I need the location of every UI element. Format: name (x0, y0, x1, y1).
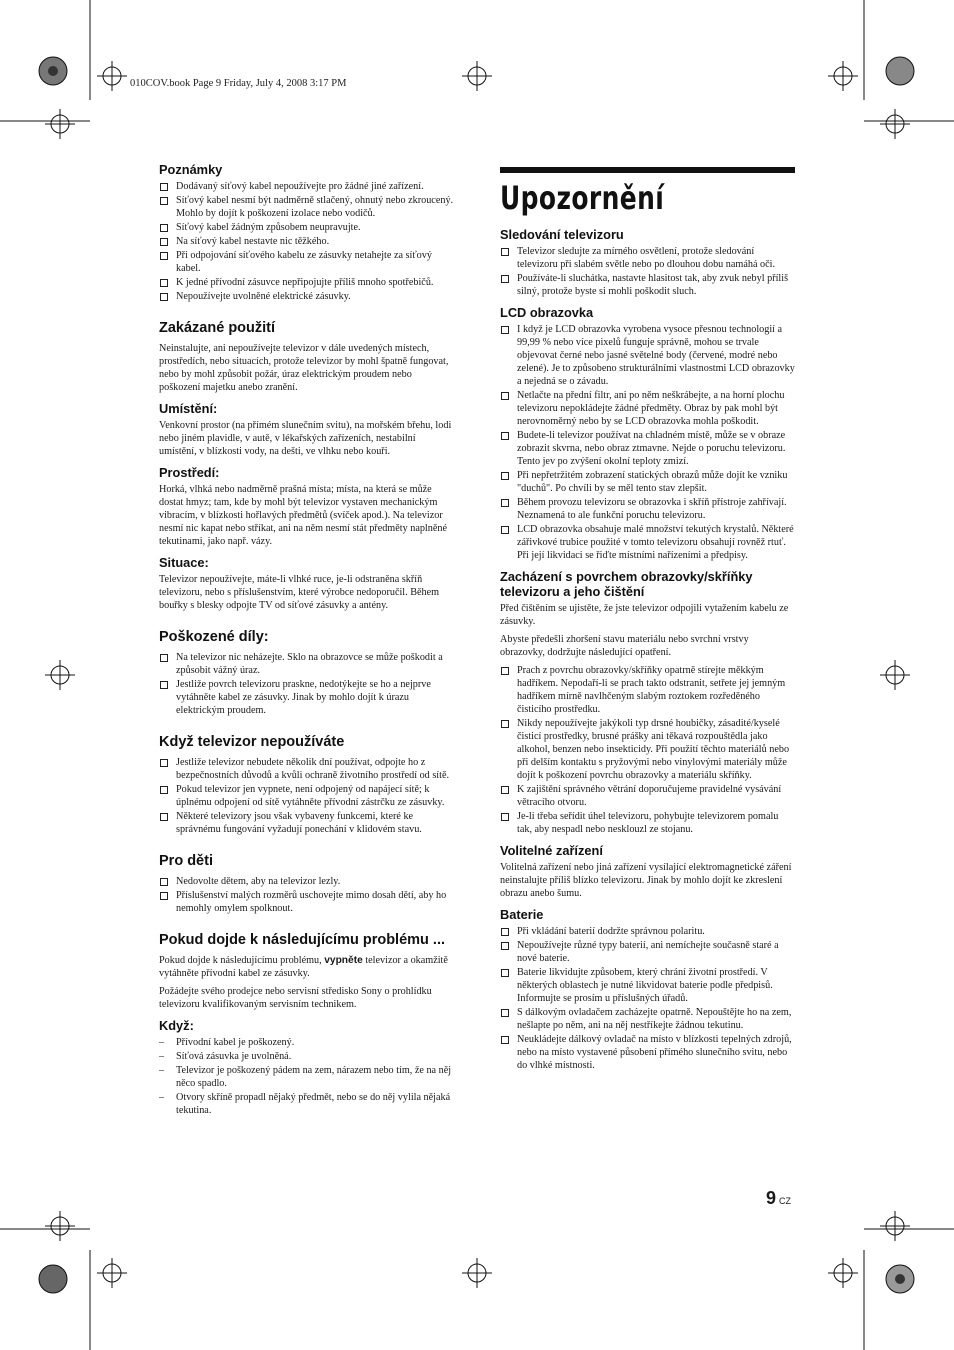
registration-mark-mr (880, 660, 910, 690)
registration-mark-bl-b (97, 1258, 127, 1288)
notes-list (159, 180, 454, 303)
problem-heading: Pokud dojde k následujícímu problému ... (159, 932, 446, 948)
damaged-parts-heading: Poškozené díly: (159, 629, 269, 645)
lcd-screen-list (500, 323, 795, 562)
optional-equipment-text: Volitelná zařízení nebo jiná zařízení vysílající elektromagnetické záření neinstalujte příliš blízko televizoru. Jinak by mohlo dojít ke zkreslení obrazu anebo šumu. (500, 862, 792, 899)
list-item: Netlačte na přední filtr, ani po něm neškrábejte, a na horní plochu televizoru nepokládejte žádné předměty. Obraz by pak mohl být nerovnoměrný nebo by se LCD obrazovka mohla poškodit. (500, 389, 795, 428)
registration-mark-tc (462, 61, 492, 91)
for-children-heading: Pro děti (159, 853, 213, 869)
page-language-code: CZ (779, 1196, 792, 1206)
registration-mark-tr-a (828, 61, 858, 91)
surface-care-heading: Zacházení s povrchem obrazovky/skříňky televizoru a jeho čištění (500, 569, 753, 599)
list-item: Jestliže televizor nebudete několik dní používat, odpojte ho z bezpečnostních důvodů a kvůli ochraně životního prostředí od sítě. (159, 756, 454, 782)
page-number (766, 1188, 791, 1209)
registration-mark-br-b (880, 1211, 910, 1241)
damaged-parts-list (159, 651, 454, 717)
star-target-tl (39, 57, 67, 85)
lcd-screen-heading: LCD obrazovka (500, 305, 594, 320)
star-target-bl (39, 1265, 67, 1293)
star-target-br (886, 1265, 914, 1293)
page-number-value: 9 (766, 1188, 777, 1208)
switch-off-emphasis: vypněte (324, 955, 363, 966)
list-item: Příslušenství malých rozměrů uschovejte mimo dosah dětí, aby ho nemohly omylem spolknout. (159, 889, 454, 915)
batteries-list (500, 925, 795, 1072)
left-column (159, 160, 454, 1119)
list-item: Baterie likvidujte způsobem, který chrání životní prostředí. V některých oblastech je nutné likvidovat baterie podle předpisů. Informujte se prosím u příslušných úřadů. (500, 966, 795, 1005)
book-header-meta: 010COV.book Page 9 Friday, July 4, 2008 3:17 PM (130, 78, 347, 89)
registration-mark-bc (462, 1258, 492, 1288)
list-item: Nepoužívejte různé typy baterií, ani nemíchejte současně staré a nové baterie. (500, 939, 795, 965)
list-item: Používáte-li sluchátka, nastavte hlasitost tak, aby zvuk nebyl příliš silný, protože byste si mohli poškodit sluch. (500, 272, 795, 298)
list-item: I když je LCD obrazovka vyrobena vysoce přesnou technologií a 99,99 % nebo více pixelů funguje správně, mohou se trvale objevovat černé nebo jasné světelné body (červené, modré nebo zelené). Je to způsobeno strukturálními vlastnostmi LCD obrazovky a nejedná se o závadu. (500, 323, 795, 388)
location-heading: Umístění: (159, 401, 218, 416)
prohibited-use-heading: Zakázané použití (159, 320, 276, 336)
list-item: Na televizor nic neházejte. Sklo na obrazovce se může poškodit a způsobit vážný úraz. (159, 651, 454, 677)
list-item: Při odpojování síťového kabelu ze zásuvky netahejte za síťový kabel. (159, 249, 454, 275)
list-item: Nedovolte dětem, aby na televizor lezly. (159, 875, 454, 888)
list-item: LCD obrazovka obsahuje malé množství tekutých krystalů. Některé zářivkové trubice použité v tomto televizoru obsahují rovněž rtuť. Při její likvidaci se řiďte místními nařízeními a předpisy. (500, 523, 795, 562)
list-item: S dálkovým ovladačem zacházejte opatrně. Nepouštějte ho na zem, nešlapte po něm, ani na něj nestříkejte žádnou tekutinu. (500, 1006, 795, 1032)
prohibited-use-intro: Neinstalujte, ani nepoužívejte televizor v dále uvedených místech, prostředích, nebo situacích, protože televizor by mohl špatně fungovat, nebo by mohl způsobit požár, úraz elektrickým proudem nebo poškození majetku anebo zranění. (159, 343, 449, 393)
list-item: K zajištění správného větrání doporučujeme pravidelné vysávání větracího otvoru. (500, 783, 795, 809)
list-item: Síťový kabel nesmí být nadměrně stlačený, ohnutý nebo zkroucený. Mohlo by dojít k poškození izolace nebo vodičů. (159, 194, 454, 220)
for-children-list (159, 875, 454, 915)
environment-text: Horká, vlhká nebo nadměrně prašná místa; místa, na která se může dostat hmyz; tam, kde by mohl být televizor vystaven mechanickým vibracím, v blízkosti hořlavých předmětů (svíček apod.). Na televizor nesmí nic kapat nebo stříkat, ani na něm nesmí stát předměty naplněné tekutinami, jako např. vázy. (159, 484, 447, 547)
list-item: Během provozu televizoru se obrazovka i skříň přístroje zahřívají. Neznamená to ale funkční poruchu televizoru. (500, 496, 795, 522)
registration-mark-br-a (828, 1258, 858, 1288)
problem-text-after: televizor a okamžitě vytáhněte přívodní kabel ze zásuvky. (159, 955, 448, 979)
list-item: K jedné přívodní zásuvce nepřipojujte příliš mnoho spotřebičů. (159, 276, 454, 289)
list-item: – Otvory skříně propadl nějaký předmět, nebo se do něj vylila nějaká tekutina. (159, 1091, 454, 1117)
list-item: Síťový kabel žádným způsobem neupravujte. (159, 221, 454, 234)
surface-care-paragraph-2: Abyste předešli zhoršení stavu materiálu nebo svrchní vrstvy obrazovky, dodržujte následující opatření. (500, 634, 749, 658)
location-text: Venkovní prostor (na přímém slunečním svitu), na mořském břehu, lodi nebo jiném plavidle, v autě, v lékařských zařízeních, nestabilní umístění, v blízkosti vody, na dešti, ve vlhku nebo kouři. (159, 420, 452, 457)
when-list (159, 1036, 454, 1117)
list-item: Nepoužívejte uvolněné elektrické zásuvky. (159, 290, 454, 303)
surface-care-list (500, 664, 795, 836)
list-item: Prach z povrchu obrazovky/skříňky opatrně stírejte měkkým hadříkem. Nepodaří-li se prach takto odstranit, setřete jej jemným hadříkem mírně navlhčeným slabým roztokem rozředěného čisticího prostředku. (500, 664, 795, 716)
list-item: Je-li třeba seřídit úhel televizoru, pohybujte televizorem pomalu tak, aby nespadl nebo nesklouzl ze stojanu. (500, 810, 795, 836)
list-item: Jestliže povrch televizoru praskne, nedotýkejte se ho a nejprve vytáhněte kabel ze zásuvky. Jinak by mohlo dojít k úrazu elektrickým proudem. (159, 678, 454, 717)
list-item: Budete-li televizor používat na chladném místě, může se v obraze zobrazit skvrna, nebo obraz ztmavne. Nejde o poruchu televizoru. Tento jev po zvýšení okolní teploty zmizí. (500, 429, 795, 468)
title-rule (500, 167, 795, 173)
batteries-heading: Baterie (500, 907, 544, 922)
list-item: Pokud televizor jen vypnete, není odpojený od napájecí sítě; k úplnému odpojení od sítě vytáhněte přívodní zástrčku ze zásuvky. (159, 783, 454, 809)
list-item: Nikdy nepoužívejte jakýkoli typ drsné houbičky, zásadité/kyselé čisticí prostředky, brusné prášky ani těkavá rozpouštědla jako alkohol, benzen nebo insekticidy. Při použití těchto materiálů nebo při delším kontaktu s pryžovými nebo vinylovými materiály může dojít k poškození povrchu obrazovky a materiálu skříňky. (500, 717, 795, 782)
list-item: – Přívodní kabel je poškozený. (159, 1036, 454, 1049)
problem-paragraph-2: Požádejte svého prodejce nebo servisní středisko Sony o prohlídku televizoru kvalifikovaným servisním technikem. (159, 986, 432, 1010)
watching-tv-list (500, 245, 795, 298)
list-item: – Televizor je poškozený pádem na zem, nárazem nebo tím, že na něj něco spadlo. (159, 1064, 454, 1090)
registration-mark-ml (45, 660, 75, 690)
situations-text: Televizor nepoužívejte, máte-li vlhké ruce, je-li odstraněna skříň televizoru, nebo s příslušenstvím, které výrobce nedoporučil. Během bouřky s blesky odpojte TV od síťové zásuvky a antény. (159, 574, 440, 611)
list-item: Neukládejte dálkový ovladač na místo v blízkosti tepelných zdrojů, nebo na místo vystavené působení přímého slunečního svitu, nebo do vlhké místnosti. (500, 1033, 795, 1072)
list-item: Televizor sledujte za mírného osvětlení, protože sledování televizoru při slabém světle nebo po dlouhou dobu namáhá oči. (500, 245, 795, 271)
not-in-use-list (159, 756, 454, 836)
optional-equipment-heading: Volitelné zařízení (500, 843, 603, 858)
registration-mark-bl-a (45, 1211, 75, 1241)
list-item: Při vkládání baterií dodržte správnou polaritu. (500, 925, 795, 938)
surface-care-paragraph-1: Před čištěním se ujistěte, že jste televizor odpojili vytažením kabelu ze zásuvky. (500, 603, 789, 627)
right-column (500, 160, 795, 1074)
registration-mark-tr-b (880, 109, 910, 139)
when-heading: Když: (159, 1018, 194, 1033)
list-item: Některé televizory jsou však vybaveny funkcemi, které ke správnému fungování vyžadují ponechání v klidovém stavu. (159, 810, 454, 836)
list-item: Dodávaný síťový kabel nepoužívejte pro žádné jiné zařízení. (159, 180, 454, 193)
star-target-tr (886, 57, 914, 85)
list-item: – Síťová zásuvka je uvolněná. (159, 1050, 454, 1063)
watching-tv-heading: Sledování televizoru (500, 227, 624, 242)
environment-heading: Prostředí: (159, 465, 220, 480)
notes-heading: Poznámky (159, 162, 223, 177)
problem-paragraph-1 (159, 954, 454, 980)
list-item: Při nepřetržitém zobrazení statických obrazů může dojít ke vzniku "duchů". Po chvíli by se měl tento stav zlepšit. (500, 469, 795, 495)
registration-mark-tl-a (97, 61, 127, 91)
list-item: Na síťový kabel nestavte nic těžkého. (159, 235, 454, 248)
problem-text-before: Pokud dojde k následujícímu problému, (159, 955, 325, 966)
situations-heading: Situace: (159, 555, 209, 570)
not-in-use-heading: Když televizor nepoužíváte (159, 734, 345, 750)
registration-mark-tl-b (45, 109, 75, 139)
page-title: Upozornění (500, 179, 665, 217)
